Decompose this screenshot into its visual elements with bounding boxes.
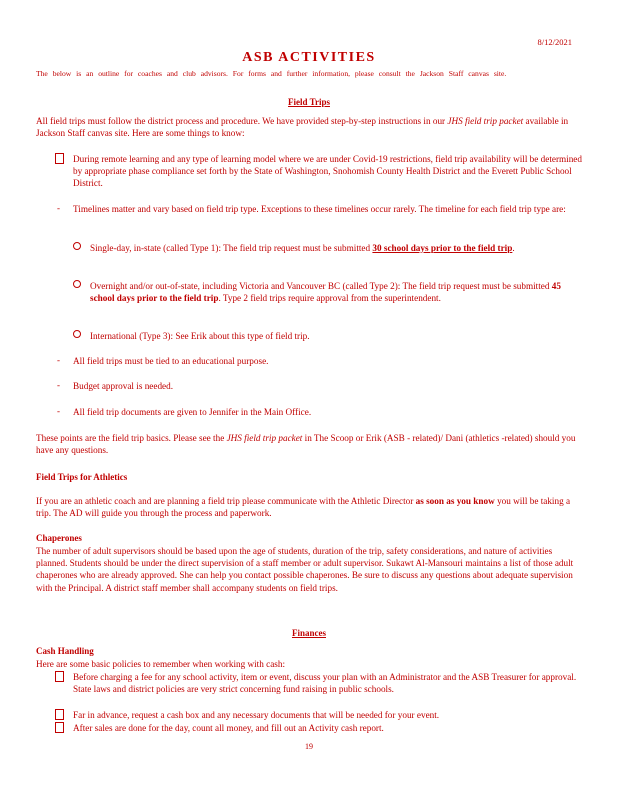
list-item-after-sales: After sales are done for the day, count all money, and fill out an Activity cash report.: [73, 723, 384, 733]
dash-bullet-icon: -: [57, 203, 60, 213]
bullet-square-icon: [55, 671, 64, 684]
subsection-heading-cash-handling: Cash Handling: [36, 646, 94, 656]
section-heading-field-trips: Field Trips: [288, 97, 330, 107]
athletics-paragraph: If you are an athletic coach and are planning a field trip please communicate with the Athletic Director as soon as you know you will be taking a trip. The AD will guide you through the process and paperwork.: [36, 496, 571, 519]
cash-handling-intro: Here are some basic policies to remember when working with cash:: [36, 659, 286, 669]
field-trips-intro: All field trips must follow the district process and procedure. We have provided step-by-step instructions in our JHS field trip packet available in Jackson Staff canvas site. Here are some things to know:: [36, 116, 569, 139]
document-date: 8/12/2021: [537, 37, 572, 47]
list-item-educational-purpose: All field trips must be tied to an educational purpose.: [73, 356, 269, 366]
list-item-budget: Budget approval is needed.: [73, 381, 174, 391]
bullet-square-icon: [55, 722, 64, 735]
dash-bullet-icon: -: [57, 406, 60, 416]
sub-item-type1: Single-day, in-state (called Type 1): The field trip request must be submitted 30 school days prior to the field trip.: [90, 243, 515, 253]
bullet-square-icon: [55, 709, 64, 722]
page-title: ASB ACTIVITIES: [242, 50, 376, 65]
bullet-square-icon: [55, 153, 64, 166]
field-trips-closing: These points are the field trip basics. Please see the JHS field trip packet in The Scoop or Erik (ASB - related)/ Dani (athletics -related) should you have any questions.: [36, 433, 576, 456]
section-heading-chaperones: Chaperones: [36, 533, 82, 543]
page-number: 19: [305, 742, 313, 751]
circle-bullet-icon: [73, 242, 81, 252]
sub-item-type2: Overnight and/or out-of-state, including Victoria and Vancouver BC (called Type 2): The field trip request must be submitted 45 school days prior to the field trip. Type 2 field trips require approval from the superintendent.: [90, 281, 561, 304]
circle-bullet-icon: [73, 280, 81, 290]
dash-bullet-icon: -: [57, 355, 60, 365]
sub-item-type3: International (Type 3): See Erik about this type of field trip.: [90, 331, 310, 341]
circle-bullet-icon: [73, 330, 81, 340]
list-item-far-in-advance: Far in advance, request a cash box and any necessary documents that will be needed for your event.: [73, 710, 440, 720]
chaperones-paragraph: The number of adult supervisors should be based upon the age of students, duration of the trip, safety considerations, and nature of activities planned. Students should be under the direct supervision of a staff member or adult supervisor. Sukawt Al-Mansouri maintains a list of those adult chaperones who are already approved. She can help you contact possible chaperones. Be sure to discuss any questions about adequate supervision with the Principal. A district staff member shall accompany students on field trips.: [36, 546, 574, 593]
list-item-documents: All field trip documents are given to Jennifer in the Main Office.: [73, 407, 312, 417]
page-subtitle: The below is an outline for coaches and club advisors. For forms and further information, please consult the Jackson Staff canvas site.: [36, 69, 507, 78]
dash-bullet-icon: -: [57, 380, 60, 390]
section-heading-athletics: Field Trips for Athletics: [36, 472, 128, 482]
list-item-timelines: Timelines matter and vary based on field trip type. Exceptions to these timelines occur rarely. The timeline for each field trip type are:: [73, 204, 566, 214]
list-item-before-charging: Before charging a fee for any school activity, item or event, discuss your plan with an Administrator and the ASB Treasurer for approval. State laws and district policies are very strict concerning fund raising in public schools.: [73, 672, 577, 695]
list-item-remote-learning: During remote learning and any type of learning model where we are under Covid-19 restrictions, field trip availability will be determined by appropriate phase compliance set forth by the State of Washington, Snohomish County Health District and the Everett Public School District.: [73, 154, 582, 189]
section-heading-finances: Finances: [291, 628, 326, 638]
